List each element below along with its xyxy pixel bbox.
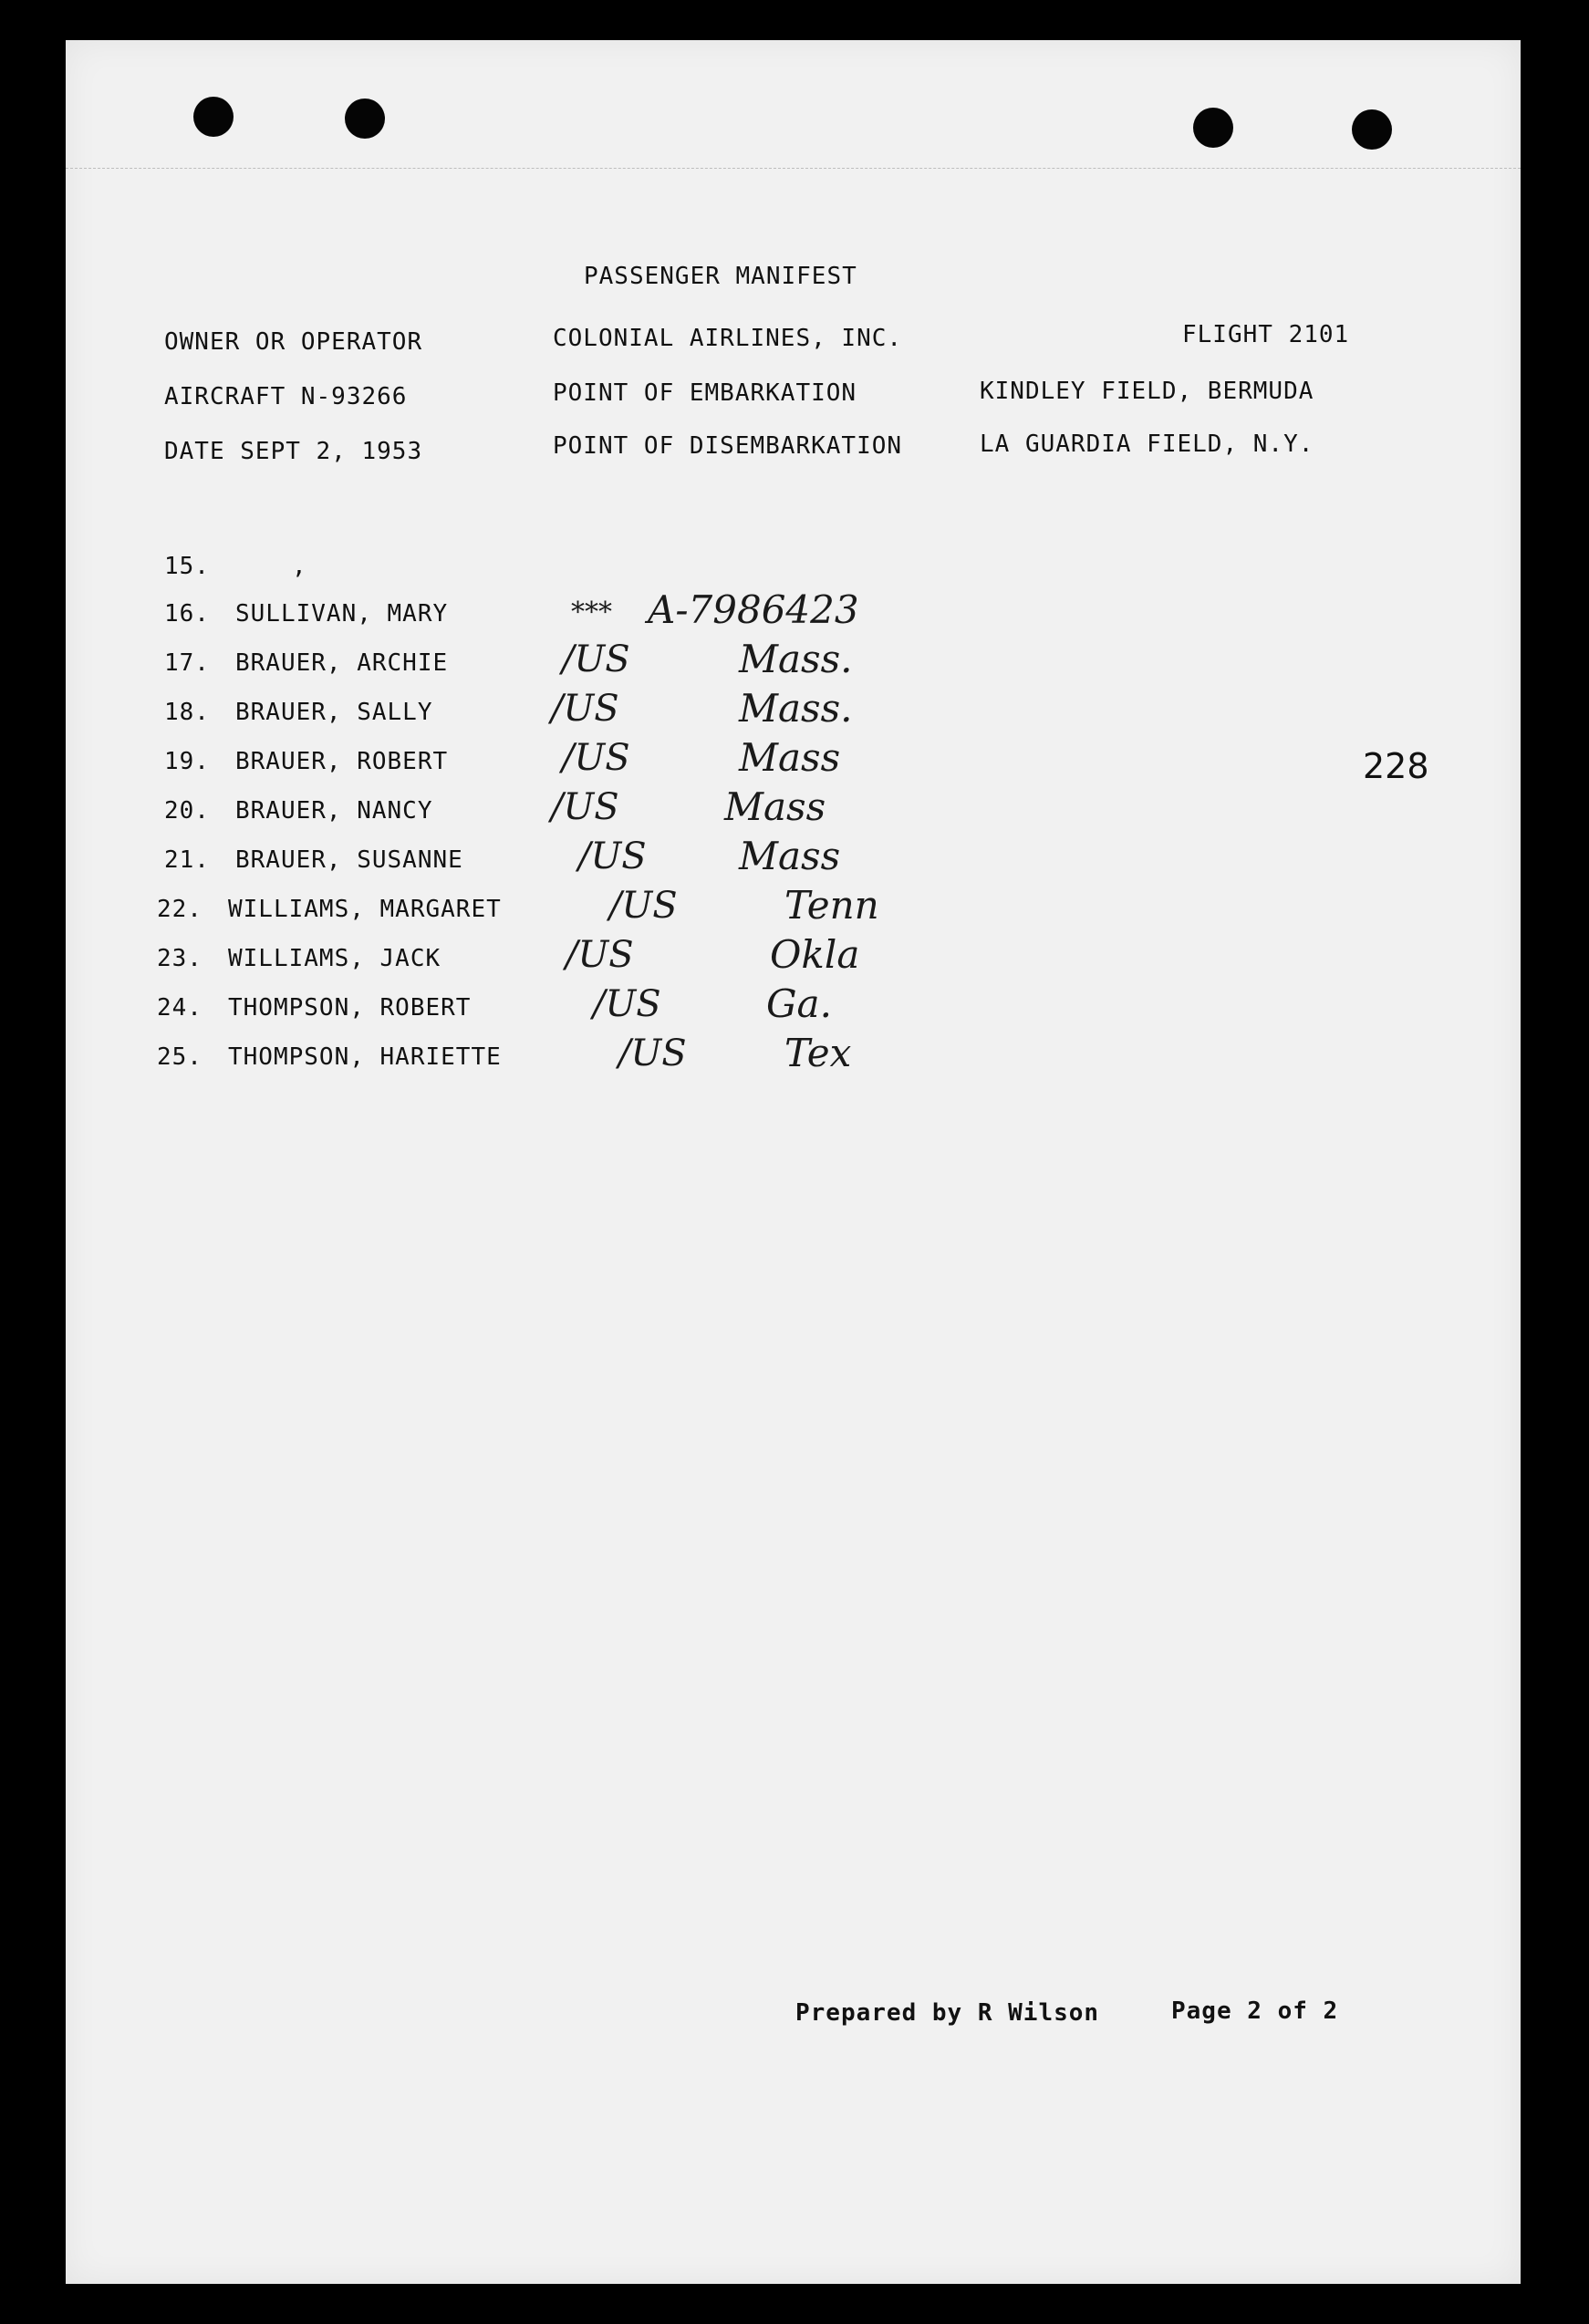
passenger-nationality: /US bbox=[618, 1032, 687, 1074]
passenger-state: Tenn bbox=[784, 883, 879, 928]
punch-hole bbox=[193, 97, 234, 137]
passenger-nationality: *** bbox=[571, 597, 612, 628]
prepared-by: Prepared by R Wilson bbox=[795, 1999, 1100, 2027]
page-side-number: 228 bbox=[1363, 746, 1429, 786]
passenger-number: 25. bbox=[157, 1043, 203, 1071]
passenger-name: THOMPSON, ROBERT bbox=[228, 994, 472, 1022]
page-indicator: Page 2 of 2 bbox=[1171, 1997, 1339, 2025]
owner-label: OWNER OR OPERATOR bbox=[164, 328, 423, 356]
passenger-nationality: /US bbox=[562, 638, 630, 680]
passenger-name: BRAUER, ROBERT bbox=[235, 748, 449, 775]
passenger-name: BRAUER, SALLY bbox=[235, 699, 433, 726]
passenger-nationality: /US bbox=[551, 688, 619, 730]
passenger-number: 15. bbox=[164, 553, 210, 580]
passenger-state: Mass bbox=[739, 735, 841, 780]
passenger-state: Mass. bbox=[739, 637, 853, 681]
passenger-number: 20. bbox=[164, 797, 210, 825]
passenger-name: THOMPSON, HARIETTE bbox=[228, 1043, 502, 1071]
passenger-number: 19. bbox=[164, 748, 210, 775]
manifest-title: PASSENGER MANIFEST bbox=[584, 263, 857, 290]
perforation-line bbox=[66, 168, 1521, 169]
punch-hole bbox=[345, 99, 385, 139]
embarkation-label: POINT OF EMBARKATION bbox=[553, 379, 857, 407]
flight-date: DATE SEPT 2, 1953 bbox=[164, 438, 423, 465]
passenger-state: A-7986423 bbox=[648, 587, 859, 632]
embarkation-value: KINDLEY FIELD, BERMUDA bbox=[980, 378, 1314, 405]
passenger-nationality: /US bbox=[593, 983, 661, 1025]
passenger-name: , bbox=[292, 553, 307, 580]
disembarkation-label: POINT OF DISEMBARKATION bbox=[553, 432, 903, 460]
passenger-name: BRAUER, NANCY bbox=[235, 797, 433, 825]
manifest-page bbox=[66, 40, 1521, 2284]
passenger-name: BRAUER, ARCHIE bbox=[235, 649, 449, 677]
passenger-number: 17. bbox=[164, 649, 210, 677]
passenger-nationality: /US bbox=[566, 934, 634, 976]
passenger-number: 16. bbox=[164, 600, 210, 628]
passenger-name: SULLIVAN, MARY bbox=[235, 600, 449, 628]
passenger-nationality: /US bbox=[551, 786, 619, 828]
punch-hole bbox=[1193, 108, 1233, 148]
passenger-nationality: /US bbox=[609, 885, 678, 927]
passenger-number: 23. bbox=[157, 945, 203, 972]
flight-number: FLIGHT 2101 bbox=[1182, 321, 1350, 348]
punch-hole bbox=[1352, 109, 1392, 150]
passenger-number: 24. bbox=[157, 994, 203, 1022]
owner-value: COLONIAL AIRLINES, INC. bbox=[553, 325, 903, 352]
passenger-state: Mass bbox=[724, 784, 826, 829]
passenger-number: 22. bbox=[157, 896, 203, 923]
passenger-state: Mass. bbox=[739, 686, 853, 731]
disembarkation-value: LA GUARDIA FIELD, N.Y. bbox=[980, 431, 1314, 458]
passenger-name: BRAUER, SUSANNE bbox=[235, 846, 463, 874]
passenger-name: WILLIAMS, MARGARET bbox=[228, 896, 502, 923]
passenger-state: Mass bbox=[739, 834, 841, 878]
passenger-nationality: /US bbox=[562, 737, 630, 779]
passenger-number: 18. bbox=[164, 699, 210, 726]
passenger-state: Okla bbox=[770, 932, 860, 977]
passenger-nationality: /US bbox=[578, 835, 647, 877]
aircraft: AIRCRAFT N-93266 bbox=[164, 383, 408, 410]
passenger-number: 21. bbox=[164, 846, 210, 874]
passenger-state: Ga. bbox=[766, 981, 832, 1026]
passenger-state: Tex bbox=[784, 1031, 852, 1075]
passenger-name: WILLIAMS, JACK bbox=[228, 945, 441, 972]
